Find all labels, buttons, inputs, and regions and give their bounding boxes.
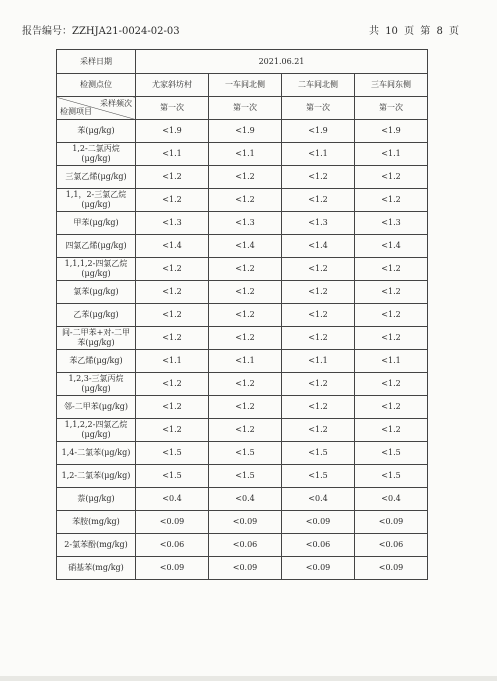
table-row [57, 488, 428, 511]
result-value-cell: <0.4 [136, 488, 209, 511]
item-name-cell: 苯胺(mg/kg) [57, 511, 136, 534]
result-value-cell: <1.2 [282, 396, 355, 419]
result-value-cell: <1.9 [355, 120, 428, 143]
table-row [57, 327, 428, 350]
item-name-cell: 四氯乙烯(μg/kg) [57, 235, 136, 258]
table-row [57, 189, 428, 212]
item-name-cell: 1,1，2-三氯乙烷(μg/kg) [57, 189, 136, 212]
frequency-label: 采样频次 [100, 99, 132, 108]
result-value-cell: <1.2 [209, 327, 282, 350]
table-row [57, 166, 428, 189]
item-name-cell: 硝基苯(mg/kg) [57, 557, 136, 580]
result-value-cell: <1.2 [209, 396, 282, 419]
result-value-cell: <0.06 [209, 534, 282, 557]
result-value-cell: <1.2 [136, 258, 209, 281]
result-value-cell: <0.09 [355, 557, 428, 580]
result-value-cell: <1.3 [136, 212, 209, 235]
item-name-cell: 苯(μg/kg) [57, 120, 136, 143]
results-table [56, 49, 428, 580]
item-name-cell: 1,1,2,2-四氯乙烷(μg/kg) [57, 419, 136, 442]
location-label: 检测点位 [57, 74, 136, 97]
item-name-cell: 乙苯(μg/kg) [57, 304, 136, 327]
result-value-cell: <1.9 [136, 120, 209, 143]
result-value-cell: <1.2 [136, 281, 209, 304]
sample-date-value: 2021.06.21 [136, 50, 428, 74]
result-value-cell: <1.4 [282, 235, 355, 258]
result-value-cell: <1.2 [209, 281, 282, 304]
result-value-cell: <1.4 [136, 235, 209, 258]
result-value-cell: <1.2 [355, 373, 428, 396]
result-value-cell: <1.5 [355, 465, 428, 488]
results-table-body [57, 50, 428, 580]
result-value-cell: <1.1 [136, 143, 209, 166]
table-row [57, 212, 428, 235]
result-value-cell: <1.2 [355, 327, 428, 350]
result-value-cell: <1.2 [355, 281, 428, 304]
result-value-cell: <0.09 [282, 511, 355, 534]
page-count: 共 10 页 第 8 页 [369, 26, 459, 37]
result-value-cell: <1.2 [282, 281, 355, 304]
result-value-cell: <0.4 [282, 488, 355, 511]
item-name-cell: 间-二甲苯+对-二甲苯(μg/kg) [57, 327, 136, 350]
diagonal-header-cell [57, 97, 136, 120]
result-value-cell: <1.1 [282, 143, 355, 166]
item-name-cell: 苯乙烯(μg/kg) [57, 350, 136, 373]
result-value-cell: <1.3 [209, 212, 282, 235]
item-name-cell: 甲苯(μg/kg) [57, 212, 136, 235]
item-name-cell: 2-氯苯酚(mg/kg) [57, 534, 136, 557]
item-label: 检测项目 [60, 107, 92, 116]
frequency-cell: 第一次 [282, 97, 355, 120]
result-value-cell: <1.3 [355, 212, 428, 235]
result-value-cell: <1.2 [282, 189, 355, 212]
result-value-cell: <1.2 [355, 258, 428, 281]
table-row [57, 281, 428, 304]
result-value-cell: <0.09 [136, 557, 209, 580]
result-value-cell: <0.09 [209, 511, 282, 534]
result-value-cell: <1.5 [136, 465, 209, 488]
result-value-cell: <0.4 [209, 488, 282, 511]
result-value-cell: <1.9 [282, 120, 355, 143]
result-value-cell: <1.4 [355, 235, 428, 258]
table-row [57, 235, 428, 258]
item-name-cell: 三氯乙烯(μg/kg) [57, 166, 136, 189]
result-value-cell: <0.09 [136, 511, 209, 534]
result-value-cell: <1.1 [355, 350, 428, 373]
result-value-cell: <0.06 [136, 534, 209, 557]
result-value-cell: <1.2 [136, 327, 209, 350]
result-value-cell: <1.1 [282, 350, 355, 373]
result-value-cell: <1.2 [136, 419, 209, 442]
result-value-cell: <1.5 [136, 442, 209, 465]
item-name-cell: 萘(μg/kg) [57, 488, 136, 511]
result-value-cell: <1.2 [282, 166, 355, 189]
result-value-cell: <1.2 [209, 304, 282, 327]
result-value-cell: <1.2 [282, 258, 355, 281]
item-name-cell: 1,2-二氯苯(μg/kg) [57, 465, 136, 488]
table-row [57, 120, 428, 143]
result-value-cell: <1.5 [209, 465, 282, 488]
item-name-cell: 1,4-二氯苯(μg/kg) [57, 442, 136, 465]
table-row [57, 143, 428, 166]
result-value-cell: <1.2 [209, 258, 282, 281]
result-value-cell: <1.2 [355, 419, 428, 442]
result-value-cell: <1.5 [282, 465, 355, 488]
item-name-cell: 氯苯(μg/kg) [57, 281, 136, 304]
result-value-cell: <1.1 [136, 350, 209, 373]
result-value-cell: <1.2 [136, 304, 209, 327]
scan-edge [0, 676, 497, 681]
result-value-cell: <1.2 [355, 189, 428, 212]
sample-date-label: 采样日期 [57, 50, 136, 74]
result-value-cell: <1.1 [209, 350, 282, 373]
result-value-cell: <1.2 [355, 166, 428, 189]
page-header [0, 22, 497, 38]
sample-date-row [57, 50, 428, 74]
result-value-cell: <0.09 [209, 557, 282, 580]
result-value-cell: <1.1 [209, 143, 282, 166]
result-value-cell: <1.5 [209, 442, 282, 465]
result-value-cell: <1.2 [136, 373, 209, 396]
result-value-cell: <1.3 [282, 212, 355, 235]
result-value-cell: <1.5 [355, 442, 428, 465]
result-value-cell: <0.09 [282, 557, 355, 580]
table-row [57, 419, 428, 442]
table-row [57, 350, 428, 373]
item-name-cell: 邻-二甲苯(μg/kg) [57, 396, 136, 419]
result-value-cell: <1.2 [209, 419, 282, 442]
location-cell: 尤家斜坊村 [136, 74, 209, 97]
result-value-cell: <1.2 [136, 166, 209, 189]
table-row [57, 511, 428, 534]
result-value-cell: <0.06 [355, 534, 428, 557]
frequency-cell: 第一次 [209, 97, 282, 120]
table-row [57, 258, 428, 281]
table-row [57, 465, 428, 488]
result-value-cell: <1.5 [282, 442, 355, 465]
result-value-cell: <1.2 [282, 304, 355, 327]
table-row [57, 304, 428, 327]
table-row [57, 396, 428, 419]
frequency-row [57, 97, 428, 120]
result-value-cell: <1.2 [282, 327, 355, 350]
result-value-cell: <1.9 [209, 120, 282, 143]
result-value-cell: <0.06 [282, 534, 355, 557]
result-value-cell: <1.2 [282, 373, 355, 396]
frequency-cell: 第一次 [355, 97, 428, 120]
item-name-cell: 1,2-二氯丙烷(μg/kg) [57, 143, 136, 166]
item-name-cell: 1,1,1,2-四氯乙烷(μg/kg) [57, 258, 136, 281]
frequency-cell: 第一次 [136, 97, 209, 120]
result-value-cell: <1.2 [136, 396, 209, 419]
result-value-cell: <1.2 [355, 304, 428, 327]
result-value-cell: <1.4 [209, 235, 282, 258]
location-cell: 三车间东侧 [355, 74, 428, 97]
result-value-cell: <0.4 [355, 488, 428, 511]
result-value-cell: <1.2 [355, 396, 428, 419]
result-value-cell: <1.2 [136, 189, 209, 212]
location-cell: 二车间北侧 [282, 74, 355, 97]
result-value-cell: <1.1 [355, 143, 428, 166]
location-cell: 一车间北侧 [209, 74, 282, 97]
result-value-cell: <1.2 [282, 419, 355, 442]
table-row [57, 534, 428, 557]
report-number: 报告编号：ZZHJA21-0024-02-03 [22, 26, 180, 37]
table-row [57, 442, 428, 465]
result-value-cell: <1.2 [209, 166, 282, 189]
table-row [57, 557, 428, 580]
item-name-cell: 1,2,3-三氯丙烷(μg/kg) [57, 373, 136, 396]
location-row [57, 74, 428, 97]
result-value-cell: <1.2 [209, 373, 282, 396]
result-value-cell: <0.09 [355, 511, 428, 534]
result-value-cell: <1.2 [209, 189, 282, 212]
table-row [57, 373, 428, 396]
